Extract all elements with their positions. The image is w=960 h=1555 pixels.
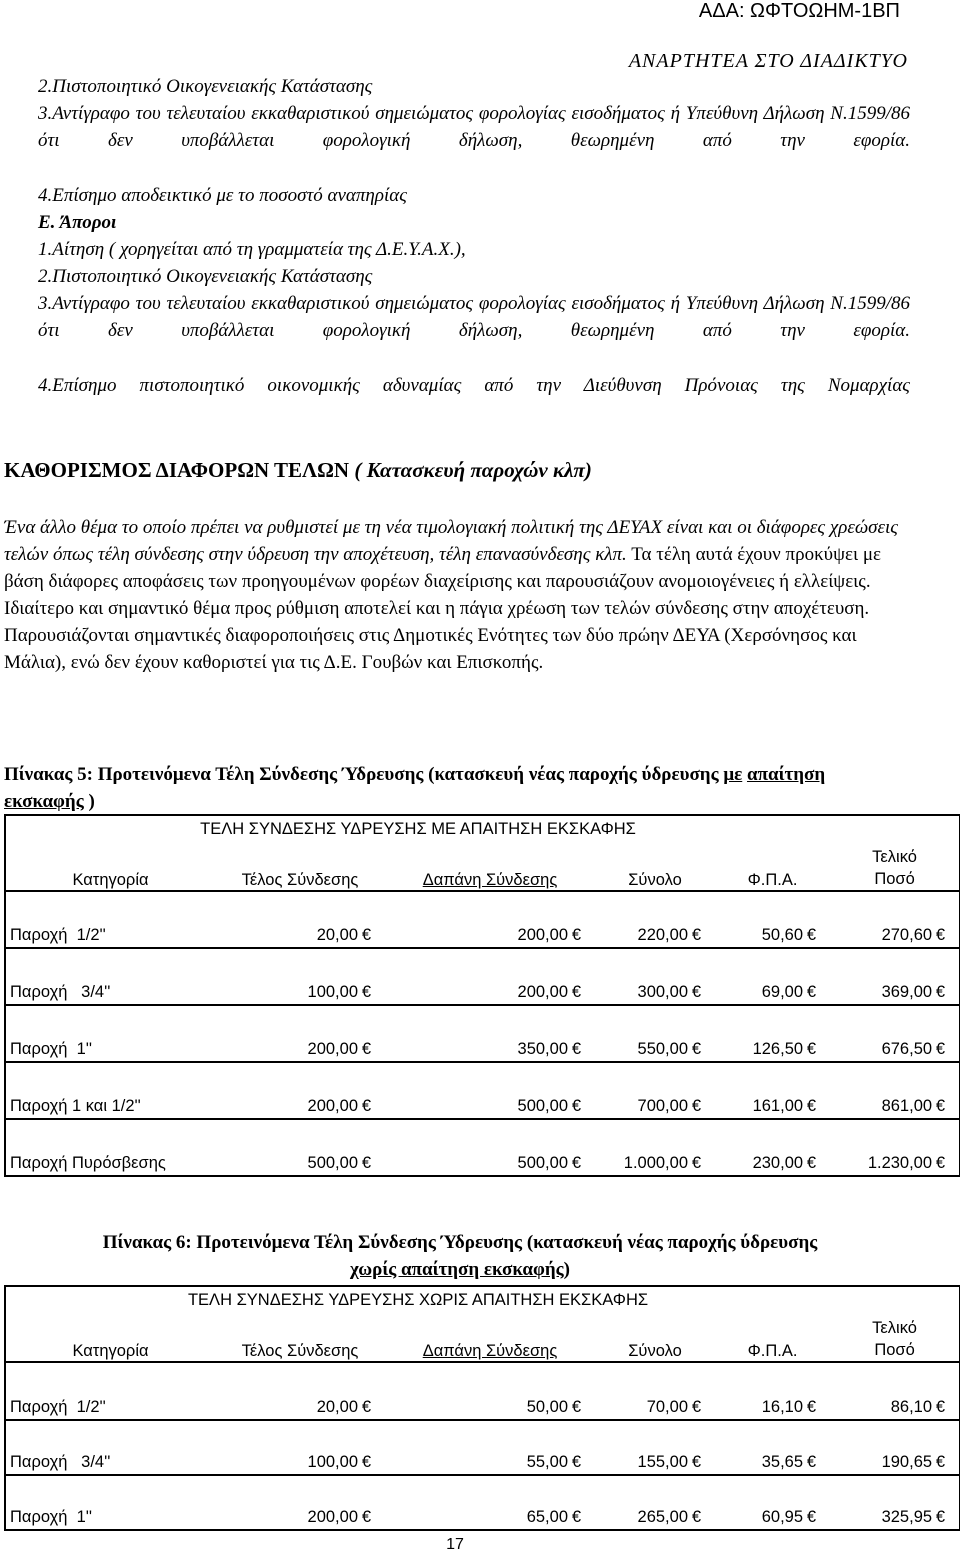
euro-icon: €	[935, 1097, 946, 1115]
amount-value: 86,10	[890, 1398, 933, 1416]
amount-cell	[715, 1475, 830, 1530]
amount-value: 270,60	[881, 926, 933, 944]
euro-icon: €	[806, 926, 817, 944]
euro-icon: €	[935, 926, 946, 944]
section-heading	[4, 458, 592, 483]
publish-online-label: ΑΝΑΡΤΗΤΕΑ ΣΤΟ ΔΙΑΔΙΚΤΥΟ	[628, 50, 908, 72]
fees-table-without-excavation	[4, 1285, 960, 1531]
amount-cell	[595, 1362, 715, 1420]
amount-value: 55,00	[526, 1453, 568, 1471]
euro-icon: €	[571, 1398, 581, 1416]
euro-icon: €	[806, 1154, 817, 1172]
euro-icon: €	[691, 1453, 701, 1471]
amount-value: 100,00	[307, 1453, 358, 1471]
amount-value: 50,60	[761, 926, 804, 944]
body-paragraph	[4, 514, 904, 676]
column-header: Κατηγορία	[5, 1314, 215, 1362]
amount-value: 500,00	[307, 1154, 358, 1172]
euro-icon: €	[361, 1097, 371, 1115]
amount-value: 70,00	[646, 1398, 688, 1416]
amount-value: 155,00	[637, 1453, 688, 1471]
table-row	[5, 1005, 960, 1062]
column-header: Τέλος Σύνδεσης	[215, 843, 385, 891]
euro-icon: €	[361, 1154, 371, 1172]
amount-cell	[385, 1005, 595, 1062]
category-cell	[5, 891, 215, 948]
amount-cell	[595, 1420, 715, 1475]
amount-cell	[385, 1062, 595, 1119]
amount-value: 200,00	[517, 926, 568, 944]
category-cell	[5, 1362, 215, 1420]
amount-cell	[215, 948, 385, 1005]
amount-cell	[215, 1362, 385, 1420]
table6-title-text: Πίνακας 6: Προτεινόμενα Τέλη Σύνδεσης Ύδρευσης (κατασκευή νέας παροχής ύδρευσης	[102, 1232, 818, 1253]
euro-icon: €	[571, 1508, 581, 1526]
category-label: Παροχή 3/4''	[10, 983, 111, 1001]
euro-icon: €	[571, 1154, 581, 1172]
list-item: 3.Αντίγραφο του τελευταίου εκκαθαριστικού σημειώματος φορολογίας εισοδήματος ή Υπεύθυνη Δήλωση Ν.1599/86 ότι δεν υποβάλλεται φορολογική δήλωση, θεωρημένη από την εφορία.	[38, 293, 910, 341]
table6-title-underline: χωρίς απαίτηση εκσκαφής	[350, 1259, 564, 1280]
amount-cell	[830, 1362, 960, 1420]
euro-icon: €	[691, 1508, 701, 1526]
column-header: Φ.Π.Α.	[715, 843, 830, 891]
amount-value: 700,00	[637, 1097, 688, 1115]
euro-icon: €	[691, 1154, 701, 1172]
column-header-text: Δαπάνη Σύνδεσης	[422, 1342, 558, 1360]
amount-cell	[715, 948, 830, 1005]
amount-cell	[715, 1005, 830, 1062]
column-header	[385, 843, 595, 891]
amount-value: 676,50	[881, 1040, 933, 1058]
table5-title-end: )	[83, 791, 95, 812]
category-label: Παροχή 3/4''	[10, 1453, 111, 1471]
euro-icon: €	[806, 1097, 817, 1115]
category-cell	[5, 1119, 215, 1176]
category-label: Παροχή 1''	[10, 1508, 93, 1526]
amount-cell	[595, 1062, 715, 1119]
category-label: Παροχή 1 και 1/2''	[10, 1097, 141, 1115]
euro-icon: €	[691, 926, 701, 944]
table6-title-end: )	[563, 1259, 570, 1280]
amount-cell	[215, 1005, 385, 1062]
euro-icon: €	[361, 983, 371, 1001]
amount-value: 60,95	[761, 1508, 804, 1526]
amount-cell	[715, 891, 830, 948]
euro-icon: €	[571, 1453, 581, 1471]
table-row	[5, 948, 960, 1005]
euro-icon: €	[935, 1453, 946, 1471]
amount-value: 220,00	[637, 926, 688, 944]
column-header: Τελικό Ποσό	[830, 843, 960, 891]
euro-icon: €	[806, 1040, 817, 1058]
euro-icon: €	[935, 1398, 946, 1416]
section-title: Ε. Άποροι	[38, 212, 117, 233]
category-cell	[5, 948, 215, 1005]
amount-cell	[830, 1475, 960, 1530]
amount-cell	[385, 1362, 595, 1420]
amount-value: 20,00	[316, 1398, 358, 1416]
amount-value: 35,65	[761, 1453, 804, 1471]
amount-value: 16,10	[761, 1398, 804, 1416]
amount-value: 500,00	[517, 1097, 568, 1115]
fees-table-with-excavation	[4, 814, 960, 1177]
table-banner: ΤΕΛΗ ΣΥΝΔΕΣΗΣ ΥΔΡΕΥΣΗΣ ΧΩΡΙΣ ΑΠΑΙΤΗΣΗ ΕΚΣΚΑΦΗΣ	[5, 1286, 830, 1314]
table5-title	[4, 761, 909, 815]
amount-value: 126,50	[752, 1040, 804, 1058]
euro-icon: €	[691, 1040, 701, 1058]
column-header: Σύνολο	[595, 1314, 715, 1362]
amount-cell	[595, 891, 715, 948]
amount-cell	[385, 1420, 595, 1475]
amount-value: 350,00	[517, 1040, 568, 1058]
euro-icon: €	[361, 1453, 371, 1471]
amount-value: 1.230,00	[867, 1154, 933, 1172]
ada-code: ΑΔΑ: ΩΦΤΟΩΗΜ-1ΒΠ	[698, 0, 900, 22]
category-label: Παροχή 1''	[10, 1040, 93, 1058]
amount-value: 100,00	[307, 983, 358, 1001]
table5-title-text: Πίνακας 5: Προτεινόμενα Τέλη Σύνδεσης Ύδρευσης (κατασκευή νέας παροχής ύδρευσης	[4, 764, 724, 785]
paragraph-italic: Ένα άλλο θέμα το οποίο πρέπει να ρυθμιστεί με τη νέα τιμολογιακή πολιτική της ΔΕΥΑΧ είναι και οι διάφορες χρεώσεις τελών όπως τέλη σύνδεσης στην ύδρευση την αποχέτευση, τέλη επανασύνδεσης κλπ.	[4, 517, 898, 565]
euro-icon: €	[361, 1040, 371, 1058]
category-cell	[5, 1005, 215, 1062]
euro-icon: €	[935, 1508, 946, 1526]
euro-icon: €	[806, 1453, 817, 1471]
euro-icon: €	[361, 926, 371, 944]
category-label: Παροχή 1/2''	[10, 1398, 106, 1416]
euro-icon: €	[571, 983, 581, 1001]
amount-value: 69,00	[761, 983, 804, 1001]
amount-value: 161,00	[752, 1097, 804, 1115]
page-number: 17	[446, 1536, 464, 1553]
table-row	[5, 1475, 960, 1530]
list-item: 2.Πιστοποιητικό Οικογενειακής Κατάστασης	[38, 76, 373, 97]
euro-icon: €	[935, 1154, 946, 1172]
table-row	[5, 891, 960, 948]
heading-sub: ( Κατασκευή παροχών κλπ)	[354, 458, 592, 482]
euro-icon: €	[935, 983, 946, 1001]
amount-value: 1.000,00	[623, 1154, 688, 1172]
amount-cell	[215, 1475, 385, 1530]
amount-cell	[715, 1362, 830, 1420]
list-item: 4.Επίσημο πιστοποιητικό οικονομικής αδυναμίας από την Διεύθυνση Πρόνοιας της Νομαρχίας	[38, 375, 910, 396]
column-header: Τέλος Σύνδεσης	[215, 1314, 385, 1362]
euro-icon: €	[806, 1508, 817, 1526]
amount-value: 65,00	[526, 1508, 568, 1526]
amount-cell	[830, 891, 960, 948]
amount-cell	[595, 1119, 715, 1176]
category-label: Παροχή 1/2''	[10, 926, 106, 944]
amount-value: 300,00	[637, 983, 688, 1001]
amount-cell	[595, 1475, 715, 1530]
amount-cell	[715, 1119, 830, 1176]
euro-icon: €	[806, 983, 817, 1001]
amount-cell	[385, 1475, 595, 1530]
euro-icon: €	[935, 1040, 946, 1058]
amount-cell	[385, 948, 595, 1005]
amount-value: 20,00	[316, 926, 358, 944]
amount-value: 369,00	[881, 983, 933, 1001]
amount-value: 861,00	[881, 1097, 933, 1115]
amount-value: 190,65	[881, 1453, 933, 1471]
amount-value: 550,00	[637, 1040, 688, 1058]
column-header: Φ.Π.Α.	[715, 1314, 830, 1362]
column-header-text: Δαπάνη Σύνδεσης	[422, 871, 558, 889]
paragraph-normal: Τα τέλη αυτά έχουν προκύψει με βάση διάφορες αποφάσεις των προηγουμένων φορέων διαχείρισης και παρουσιάζουν ανομοιογένειες ή ελλείψεις. Ιδιαίτερο και σημαντικό θέμα προς ρύθμιση αποτελεί και η πάγια χρέωση των τελών σύνδεσης στην αποχέτευση. Παρουσιάζονται σημαντικές διαφοροποιήσεις στις Δημοτικές Ενότητες των δύο πρώην ΔΕΥΑ (Χερσόνησος και Μάλια), ενώ δεν έχουν καθοριστεί για τις Δ.Ε. Γουβών και Επισκοπής.	[4, 544, 881, 673]
euro-icon: €	[691, 1097, 701, 1115]
amount-value: 50,00	[526, 1398, 568, 1416]
euro-icon: €	[361, 1508, 371, 1526]
amount-cell	[830, 1119, 960, 1176]
euro-icon: €	[361, 1398, 371, 1416]
amount-value: 325,95	[881, 1508, 933, 1526]
category-cell	[5, 1475, 215, 1530]
table-banner: ΤΕΛΗ ΣΥΝΔΕΣΗΣ ΥΔΡΕΥΣΗΣ ΜΕ ΑΠΑΙΤΗΣΗ ΕΚΣΚΑΦΗΣ	[5, 815, 830, 843]
amount-cell	[215, 1062, 385, 1119]
category-label: Παροχή Πυρόσβεσης	[10, 1154, 166, 1172]
amount-cell	[830, 1420, 960, 1475]
amount-value: 265,00	[637, 1508, 688, 1526]
table-row	[5, 1119, 960, 1176]
table6-title	[20, 1229, 900, 1283]
amount-value: 200,00	[307, 1097, 358, 1115]
euro-icon: €	[691, 983, 701, 1001]
amount-value: 500,00	[517, 1154, 568, 1172]
list-item: 2.Πιστοποιητικό Οικογενειακής Κατάστασης	[38, 266, 373, 287]
amount-value: 230,00	[752, 1154, 804, 1172]
amount-cell	[385, 891, 595, 948]
amount-cell	[830, 948, 960, 1005]
amount-cell	[715, 1062, 830, 1119]
amount-cell	[215, 891, 385, 948]
column-header: Τελικό Ποσό	[830, 1314, 960, 1362]
heading-main: ΚΑΘΟΡΙΣΜΟΣ ΔΙΑΦΟΡΩΝ ΤΕΛΩΝ	[4, 458, 350, 482]
category-cell	[5, 1062, 215, 1119]
table-row	[5, 1420, 960, 1475]
table-row	[5, 1362, 960, 1420]
euro-icon: €	[571, 1097, 581, 1115]
table5-title-underline: με	[723, 764, 743, 785]
list-item: 4.Επίσημο αποδεικτικό με το ποσοστό αναπηρίας	[38, 185, 407, 206]
amount-cell	[830, 1062, 960, 1119]
column-header	[385, 1314, 595, 1362]
amount-cell	[830, 1005, 960, 1062]
euro-icon: €	[571, 1040, 581, 1058]
column-header: Κατηγορία	[5, 843, 215, 891]
category-cell	[5, 1420, 215, 1475]
table5-title-underline: απαίτηση εκσκαφής	[4, 764, 826, 812]
amount-cell	[215, 1420, 385, 1475]
amount-cell	[385, 1119, 595, 1176]
amount-cell	[595, 948, 715, 1005]
amount-value: 200,00	[517, 983, 568, 1001]
euro-icon: €	[571, 926, 581, 944]
euro-icon: €	[691, 1398, 701, 1416]
table-row	[5, 1062, 960, 1119]
amount-value: 200,00	[307, 1040, 358, 1058]
euro-icon: €	[806, 1398, 817, 1416]
list-item: 3.Αντίγραφο του τελευταίου εκκαθαριστικού σημειώματος φορολογίας εισοδήματος ή Υπεύθυνη Δήλωση Ν.1599/86 ότι δεν υποβάλλεται φορολογική δήλωση, θεωρημένη από την εφορία.	[38, 103, 910, 151]
amount-cell	[715, 1420, 830, 1475]
list-item: 1.Αίτηση ( χορηγείται από τη γραμματεία της Δ.Ε.Υ.Α.Χ.),	[38, 239, 466, 260]
amount-value: 200,00	[307, 1508, 358, 1526]
amount-cell	[215, 1119, 385, 1176]
amount-cell	[595, 1005, 715, 1062]
column-header: Σύνολο	[595, 843, 715, 891]
